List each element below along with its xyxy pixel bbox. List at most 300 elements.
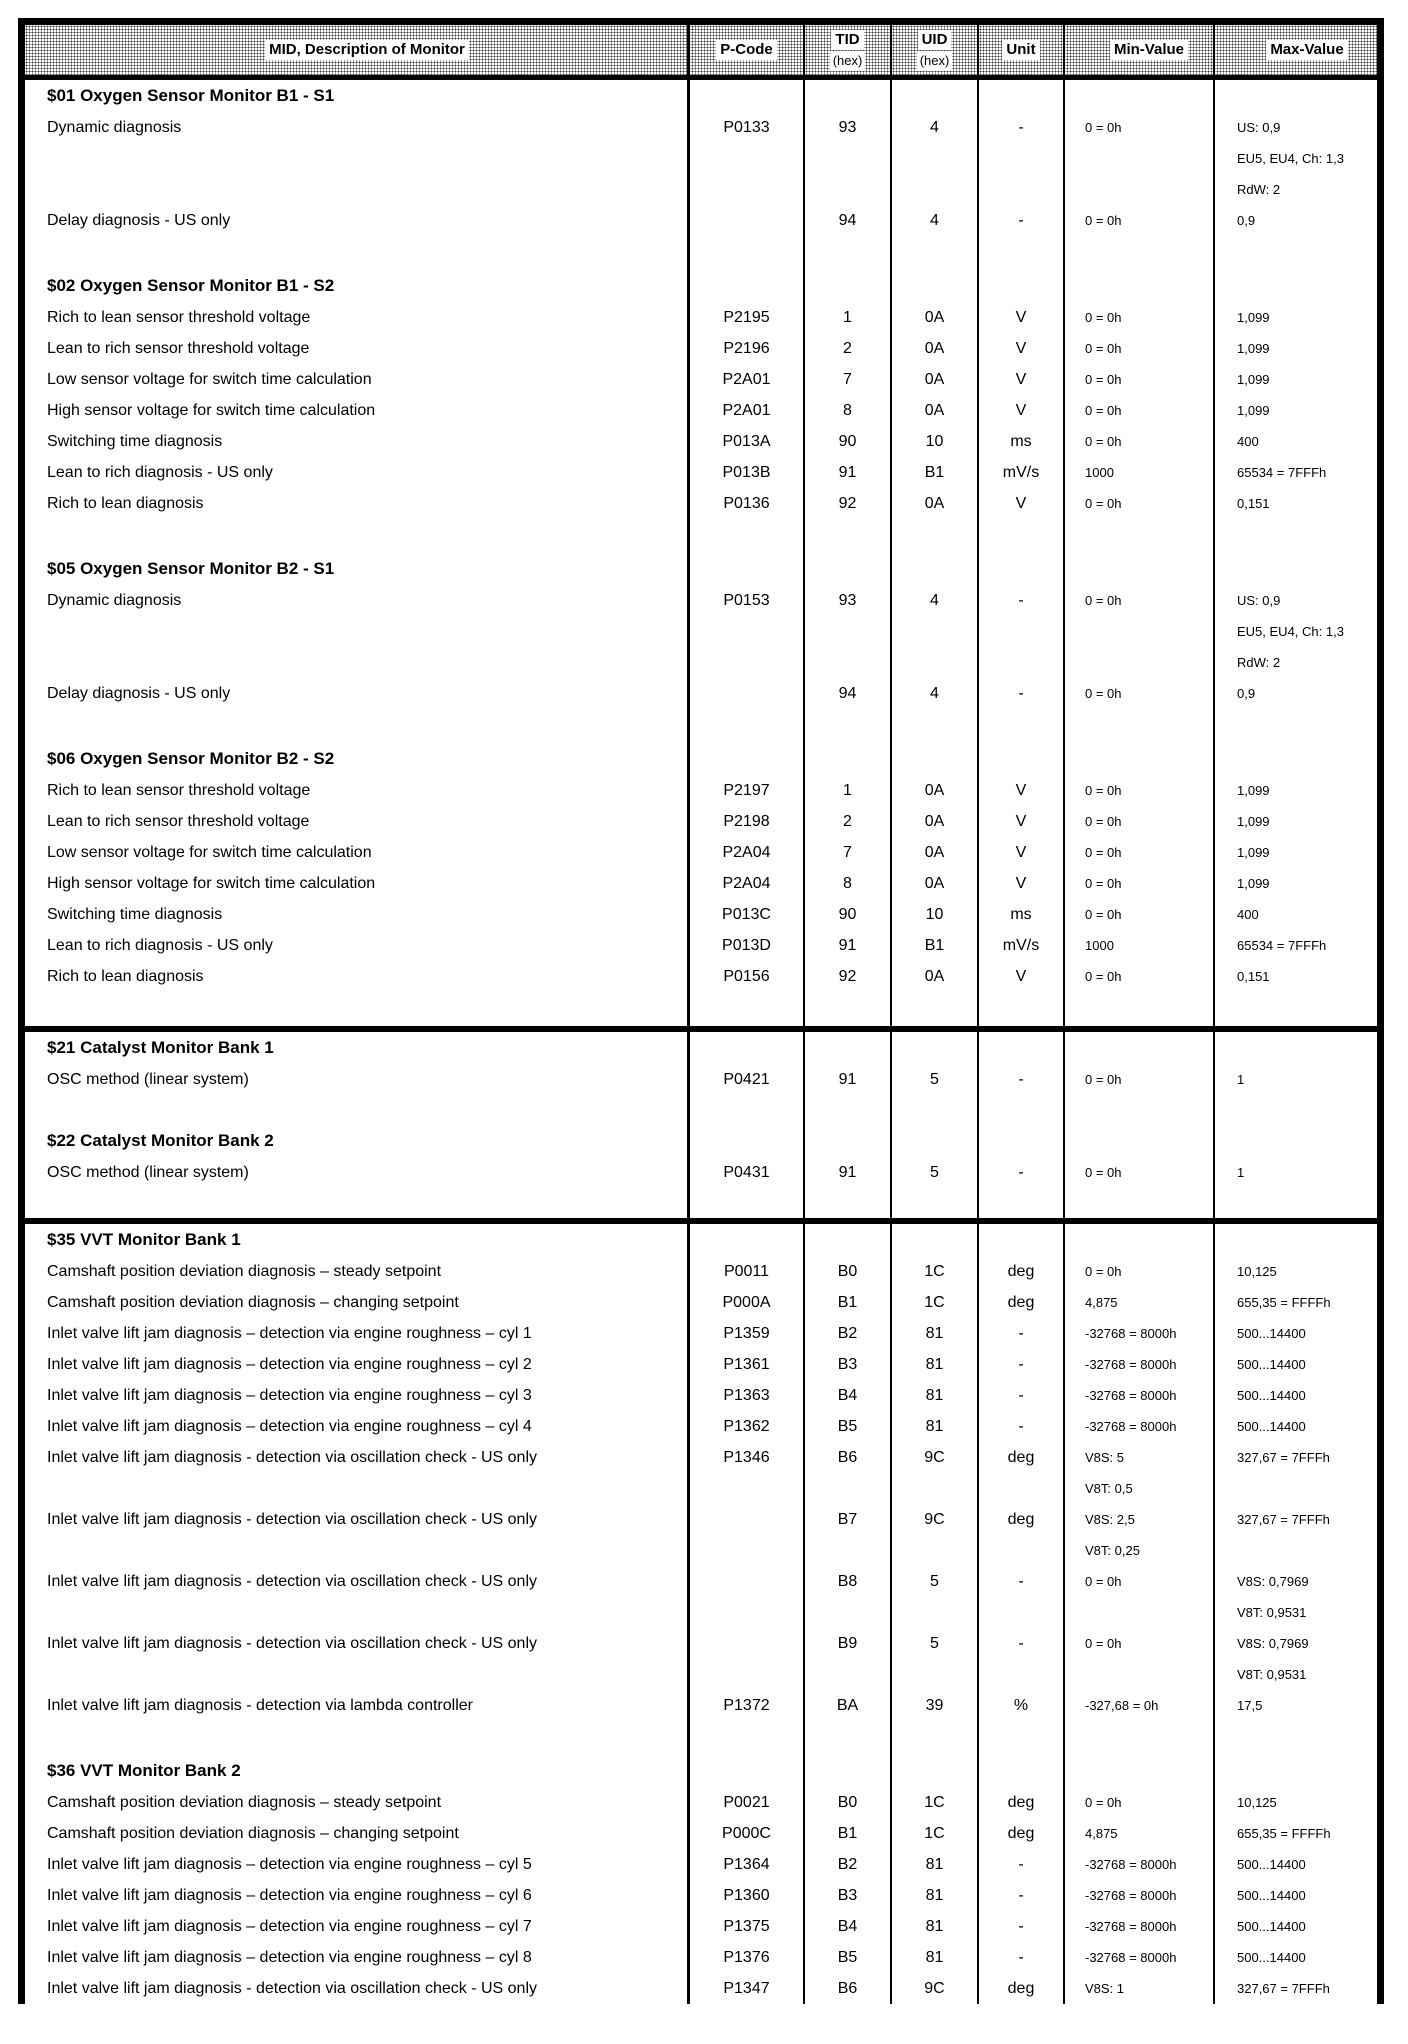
cell-description: High sensor voltage for switch time calculation xyxy=(25,395,690,426)
cell-uid xyxy=(892,992,979,1026)
cell-tid: B2 xyxy=(805,1849,892,1880)
cell-unit xyxy=(979,1224,1065,1256)
cell-description: $01 Oxygen Sensor Monitor B1 - S1 xyxy=(25,80,690,112)
cell-tid: B8 xyxy=(805,1566,892,1628)
cell-min-value xyxy=(1065,395,1215,426)
cell-min-value xyxy=(1065,585,1215,678)
max-value-line: 17,5 xyxy=(1237,1698,1263,1713)
column-header-uid-sub: (hex) xyxy=(917,51,953,71)
cell-pcode xyxy=(690,1188,805,1218)
cell-description: $06 Oxygen Sensor Monitor B2 - S2 xyxy=(25,743,690,775)
cell-pcode: P0011 xyxy=(690,1256,805,1287)
cell-min-value xyxy=(1065,1064,1215,1095)
cell-min-value xyxy=(1065,333,1215,364)
cell-max-value xyxy=(1215,837,1377,868)
cell-tid xyxy=(805,1125,892,1157)
min-value-line: 0 = 0h xyxy=(1085,310,1122,325)
cell-min-value xyxy=(1065,80,1215,112)
cell-description: $05 Oxygen Sensor Monitor B2 - S1 xyxy=(25,553,690,585)
table-row xyxy=(25,1973,1377,2004)
cell-unit: deg xyxy=(979,1973,1065,2004)
min-value-line: 1000 xyxy=(1085,465,1114,480)
min-value-line: V8T: 0,5 xyxy=(1085,1481,1133,1496)
cell-tid: B1 xyxy=(805,1287,892,1318)
cell-unit: - xyxy=(979,1566,1065,1628)
cell-unit: - xyxy=(979,205,1065,236)
cell-min-value xyxy=(1065,1504,1215,1566)
cell-uid: 4 xyxy=(892,112,979,205)
max-value-line: 1 xyxy=(1237,1072,1245,1087)
column-header-uid-label: UID xyxy=(918,30,952,50)
cell-min-value xyxy=(1065,488,1215,519)
table-row xyxy=(25,775,1377,806)
spacer-row xyxy=(25,992,1377,1026)
min-value-line: 0 = 0h xyxy=(1085,686,1122,701)
cell-unit: ms xyxy=(979,899,1065,930)
table-row xyxy=(25,112,1377,205)
cell-min-value xyxy=(1065,930,1215,961)
spacer-row xyxy=(25,709,1377,743)
cell-tid: B5 xyxy=(805,1411,892,1442)
min-value-line: 0 = 0h xyxy=(1085,1264,1122,1279)
cell-description: $02 Oxygen Sensor Monitor B1 - S2 xyxy=(25,270,690,302)
cell-tid xyxy=(805,1721,892,1755)
cell-unit xyxy=(979,80,1065,112)
max-value-line: V8S: 0,7969 xyxy=(1237,1574,1309,1589)
cell-max-value xyxy=(1215,1880,1377,1911)
cell-uid: 5 xyxy=(892,1566,979,1628)
table-row xyxy=(25,1849,1377,1880)
cell-tid: B0 xyxy=(805,1256,892,1287)
cell-max-value xyxy=(1215,1256,1377,1287)
table-row xyxy=(25,1628,1377,1690)
cell-unit: - xyxy=(979,1911,1065,1942)
cell-max-value xyxy=(1215,1566,1377,1628)
cell-pcode: P013D xyxy=(690,930,805,961)
min-value-line: 0 = 0h xyxy=(1085,969,1122,984)
cell-pcode: P1360 xyxy=(690,1880,805,1911)
min-value-line: -327,68 = 0h xyxy=(1085,1698,1159,1713)
cell-unit xyxy=(979,992,1065,1026)
cell-unit: - xyxy=(979,1942,1065,1973)
cell-tid: B4 xyxy=(805,1911,892,1942)
max-value-line: US: 0,9 xyxy=(1237,120,1281,135)
cell-tid: 91 xyxy=(805,930,892,961)
cell-tid: B4 xyxy=(805,1380,892,1411)
cell-tid: 90 xyxy=(805,899,892,930)
cell-description: Inlet valve lift jam diagnosis – detection via engine roughness – cyl 7 xyxy=(25,1911,690,1942)
cell-pcode: P2195 xyxy=(690,302,805,333)
cell-max-value xyxy=(1215,1755,1377,1787)
cell-tid: 93 xyxy=(805,585,892,678)
cell-tid: 7 xyxy=(805,364,892,395)
cell-pcode xyxy=(690,1755,805,1787)
column-header-description xyxy=(25,25,690,75)
cell-tid: B0 xyxy=(805,1787,892,1818)
cell-unit: V xyxy=(979,302,1065,333)
cell-description: Rich to lean diagnosis xyxy=(25,488,690,519)
cell-unit: - xyxy=(979,1157,1065,1188)
table-row xyxy=(25,1157,1377,1188)
cell-min-value xyxy=(1065,992,1215,1026)
cell-min-value xyxy=(1065,112,1215,205)
cell-max-value xyxy=(1215,1690,1377,1721)
cell-max-value xyxy=(1215,270,1377,302)
cell-uid: 81 xyxy=(892,1849,979,1880)
cell-uid: 81 xyxy=(892,1911,979,1942)
section-header-row xyxy=(25,80,1377,112)
cell-uid xyxy=(892,1755,979,1787)
cell-max-value xyxy=(1215,1818,1377,1849)
column-header-unit-label: Unit xyxy=(1002,40,1039,60)
column-header-tid xyxy=(805,25,892,75)
cell-unit xyxy=(979,1125,1065,1157)
max-value-line: 500...14400 xyxy=(1237,1857,1306,1872)
cell-min-value xyxy=(1065,1721,1215,1755)
min-value-line: -32768 = 8000h xyxy=(1085,1388,1177,1403)
max-value-line: 655,35 = FFFFh xyxy=(1237,1826,1331,1841)
cell-uid: 4 xyxy=(892,205,979,236)
table-row xyxy=(25,899,1377,930)
cell-description: Inlet valve lift jam diagnosis - detection via oscillation check - US only xyxy=(25,1442,690,1504)
table-row xyxy=(25,1566,1377,1628)
max-value-line: 1,099 xyxy=(1237,372,1270,387)
cell-description: Camshaft position deviation diagnosis – steady setpoint xyxy=(25,1256,690,1287)
cell-unit: V xyxy=(979,837,1065,868)
cell-tid: 91 xyxy=(805,457,892,488)
cell-description: Rich to lean sensor threshold voltage xyxy=(25,775,690,806)
cell-min-value xyxy=(1065,775,1215,806)
cell-uid: 81 xyxy=(892,1318,979,1349)
cell-description: Camshaft position deviation diagnosis – changing setpoint xyxy=(25,1818,690,1849)
cell-min-value xyxy=(1065,1628,1215,1690)
cell-uid: 81 xyxy=(892,1880,979,1911)
cell-pcode xyxy=(690,270,805,302)
min-value-line: -32768 = 8000h xyxy=(1085,1888,1177,1903)
cell-description: Switching time diagnosis xyxy=(25,426,690,457)
cell-pcode: P1346 xyxy=(690,1442,805,1504)
cell-pcode: P1362 xyxy=(690,1411,805,1442)
cell-max-value xyxy=(1215,678,1377,709)
cell-uid: 4 xyxy=(892,585,979,678)
cell-pcode xyxy=(690,80,805,112)
cell-unit: % xyxy=(979,1690,1065,1721)
cell-tid xyxy=(805,743,892,775)
section-header-row xyxy=(25,1755,1377,1787)
cell-pcode: P0431 xyxy=(690,1157,805,1188)
table-header-row xyxy=(25,25,1377,80)
cell-description: Lean to rich diagnosis - US only xyxy=(25,930,690,961)
table-row xyxy=(25,678,1377,709)
cell-unit: deg xyxy=(979,1287,1065,1318)
table-row xyxy=(25,488,1377,519)
cell-unit xyxy=(979,709,1065,743)
cell-unit: deg xyxy=(979,1442,1065,1504)
cell-min-value xyxy=(1065,302,1215,333)
max-value-line: 327,67 = 7FFFh xyxy=(1237,1981,1330,1996)
min-value-line: 0 = 0h xyxy=(1085,213,1122,228)
cell-unit xyxy=(979,743,1065,775)
cell-unit: - xyxy=(979,1411,1065,1442)
cell-description: Lean to rich sensor threshold voltage xyxy=(25,333,690,364)
cell-unit: V xyxy=(979,775,1065,806)
cell-description xyxy=(25,1095,690,1125)
max-value-line: 0,151 xyxy=(1237,496,1270,511)
min-value-line: 0 = 0h xyxy=(1085,1636,1122,1651)
cell-uid: 5 xyxy=(892,1064,979,1095)
cell-min-value xyxy=(1065,1942,1215,1973)
cell-tid xyxy=(805,1032,892,1064)
cell-unit: - xyxy=(979,1380,1065,1411)
cell-min-value xyxy=(1065,1973,1215,2004)
cell-min-value xyxy=(1065,899,1215,930)
section-header-row xyxy=(25,1032,1377,1064)
cell-pcode: P1375 xyxy=(690,1911,805,1942)
cell-description: Low sensor voltage for switch time calculation xyxy=(25,837,690,868)
cell-pcode: P2A04 xyxy=(690,837,805,868)
cell-uid: 9C xyxy=(892,1973,979,2004)
max-value-line: US: 0,9 xyxy=(1237,593,1281,608)
cell-min-value xyxy=(1065,1349,1215,1380)
min-value-line: -32768 = 8000h xyxy=(1085,1919,1177,1934)
cell-unit: - xyxy=(979,678,1065,709)
min-value-line: -32768 = 8000h xyxy=(1085,1950,1177,1965)
cell-unit: - xyxy=(979,1628,1065,1690)
cell-description: $36 VVT Monitor Bank 2 xyxy=(25,1755,690,1787)
max-value-line: 500...14400 xyxy=(1237,1419,1306,1434)
cell-max-value xyxy=(1215,457,1377,488)
cell-pcode: P1363 xyxy=(690,1380,805,1411)
cell-unit xyxy=(979,1032,1065,1064)
cell-tid: 93 xyxy=(805,112,892,205)
cell-max-value xyxy=(1215,1349,1377,1380)
cell-pcode xyxy=(690,205,805,236)
cell-unit: ms xyxy=(979,426,1065,457)
table-row xyxy=(25,333,1377,364)
table-row xyxy=(25,961,1377,992)
max-value-line: 500...14400 xyxy=(1237,1326,1306,1341)
cell-min-value xyxy=(1065,1157,1215,1188)
cell-description: $35 VVT Monitor Bank 1 xyxy=(25,1224,690,1256)
cell-description: Delay diagnosis - US only xyxy=(25,205,690,236)
table-row xyxy=(25,364,1377,395)
cell-unit xyxy=(979,1755,1065,1787)
table-row xyxy=(25,1287,1377,1318)
cell-pcode: P2198 xyxy=(690,806,805,837)
section-header-row xyxy=(25,553,1377,585)
cell-unit xyxy=(979,236,1065,270)
column-header-max-label: Max-Value xyxy=(1266,40,1347,60)
cell-tid xyxy=(805,1095,892,1125)
cell-description: Dynamic diagnosis xyxy=(25,585,690,678)
cell-uid xyxy=(892,1125,979,1157)
cell-unit xyxy=(979,1721,1065,1755)
cell-max-value xyxy=(1215,302,1377,333)
min-value-line: 0 = 0h xyxy=(1085,1795,1122,1810)
max-value-line: 0,151 xyxy=(1237,969,1270,984)
cell-max-value xyxy=(1215,992,1377,1026)
cell-min-value xyxy=(1065,205,1215,236)
cell-unit: deg xyxy=(979,1818,1065,1849)
min-value-line: -32768 = 8000h xyxy=(1085,1419,1177,1434)
cell-description: Lean to rich diagnosis - US only xyxy=(25,457,690,488)
cell-max-value xyxy=(1215,1318,1377,1349)
cell-tid: 90 xyxy=(805,426,892,457)
table-row xyxy=(25,1690,1377,1721)
min-value-line: 0 = 0h xyxy=(1085,593,1122,608)
cell-description: Camshaft position deviation diagnosis – changing setpoint xyxy=(25,1287,690,1318)
cell-uid: 81 xyxy=(892,1411,979,1442)
cell-tid: B1 xyxy=(805,1818,892,1849)
cell-pcode: P2A04 xyxy=(690,868,805,899)
column-header-tid-sub: (hex) xyxy=(830,51,866,71)
cell-min-value xyxy=(1065,806,1215,837)
table-body xyxy=(25,80,1377,2004)
cell-pcode: P2A01 xyxy=(690,395,805,426)
table-row xyxy=(25,395,1377,426)
cell-description: OSC method (linear system) xyxy=(25,1064,690,1095)
cell-description: Dynamic diagnosis xyxy=(25,112,690,205)
max-value-line: 1,099 xyxy=(1237,783,1270,798)
cell-min-value xyxy=(1065,236,1215,270)
cell-pcode xyxy=(690,1224,805,1256)
cell-unit: V xyxy=(979,364,1065,395)
cell-description: Rich to lean sensor threshold voltage xyxy=(25,302,690,333)
cell-pcode xyxy=(690,1504,805,1566)
column-header-min-value xyxy=(1065,25,1215,75)
cell-pcode xyxy=(690,1628,805,1690)
column-header-description-label: MID, Description of Monitor xyxy=(265,40,469,60)
max-value-line: V8S: 0,7969 xyxy=(1237,1636,1309,1651)
min-value-line: -32768 = 8000h xyxy=(1085,1857,1177,1872)
cell-pcode: P2197 xyxy=(690,775,805,806)
cell-unit: - xyxy=(979,1349,1065,1380)
table-row xyxy=(25,1818,1377,1849)
cell-unit xyxy=(979,1095,1065,1125)
cell-uid xyxy=(892,743,979,775)
cell-pcode xyxy=(690,743,805,775)
max-value-line: 0,9 xyxy=(1237,686,1256,701)
max-value-line: EU5, EU4, Ch: 1,3 xyxy=(1237,151,1344,166)
cell-uid xyxy=(892,1721,979,1755)
max-value-line: 1,099 xyxy=(1237,814,1270,829)
cell-description xyxy=(25,519,690,553)
table-row xyxy=(25,837,1377,868)
cell-description: Inlet valve lift jam diagnosis - detection via oscillation check - US only xyxy=(25,1628,690,1690)
cell-pcode: P0156 xyxy=(690,961,805,992)
cell-max-value xyxy=(1215,899,1377,930)
table-row xyxy=(25,930,1377,961)
cell-tid: B6 xyxy=(805,1442,892,1504)
cell-uid: 0A xyxy=(892,395,979,426)
cell-pcode: P1372 xyxy=(690,1690,805,1721)
table-row xyxy=(25,205,1377,236)
max-value-line: 65534 = 7FFFh xyxy=(1237,938,1327,953)
cell-pcode xyxy=(690,1566,805,1628)
cell-pcode: P0021 xyxy=(690,1787,805,1818)
spacer-row xyxy=(25,1721,1377,1755)
max-value-line: 500...14400 xyxy=(1237,1888,1306,1903)
cell-unit: V xyxy=(979,488,1065,519)
max-value-line: 327,67 = 7FFFh xyxy=(1237,1450,1330,1465)
cell-pcode xyxy=(690,519,805,553)
cell-max-value xyxy=(1215,1032,1377,1064)
max-value-line: 655,35 = FFFFh xyxy=(1237,1295,1331,1310)
cell-max-value xyxy=(1215,1911,1377,1942)
cell-max-value xyxy=(1215,1224,1377,1256)
cell-uid: 0A xyxy=(892,302,979,333)
max-value-line: 400 xyxy=(1237,907,1259,922)
cell-description: Delay diagnosis - US only xyxy=(25,678,690,709)
spacer-row xyxy=(25,1188,1377,1218)
max-value-line: 1,099 xyxy=(1237,403,1270,418)
cell-pcode: P000A xyxy=(690,1287,805,1318)
cell-max-value xyxy=(1215,1628,1377,1690)
cell-min-value xyxy=(1065,678,1215,709)
cell-min-value xyxy=(1065,743,1215,775)
table-row xyxy=(25,1942,1377,1973)
cell-max-value xyxy=(1215,1973,1377,2004)
monitor-table xyxy=(18,18,1384,2004)
cell-uid: 0A xyxy=(892,775,979,806)
cell-pcode: P013A xyxy=(690,426,805,457)
cell-uid: 81 xyxy=(892,1349,979,1380)
cell-unit: V xyxy=(979,961,1065,992)
cell-min-value xyxy=(1065,961,1215,992)
table-row xyxy=(25,457,1377,488)
min-value-line: 4,875 xyxy=(1085,1295,1118,1310)
cell-max-value xyxy=(1215,1064,1377,1095)
cell-description xyxy=(25,1721,690,1755)
cell-description: Lean to rich sensor threshold voltage xyxy=(25,806,690,837)
cell-min-value xyxy=(1065,1318,1215,1349)
column-header-uid xyxy=(892,25,979,75)
cell-max-value xyxy=(1215,1125,1377,1157)
max-value-line: 400 xyxy=(1237,434,1259,449)
max-value-line: V8T: 0,9531 xyxy=(1237,1605,1307,1620)
cell-min-value xyxy=(1065,426,1215,457)
min-value-line: 0 = 0h xyxy=(1085,814,1122,829)
max-value-line: 500...14400 xyxy=(1237,1919,1306,1934)
cell-tid: 94 xyxy=(805,205,892,236)
max-value-line: V8T: 0,9531 xyxy=(1237,1667,1307,1682)
section-header-row xyxy=(25,270,1377,302)
cell-pcode xyxy=(690,553,805,585)
cell-min-value xyxy=(1065,1818,1215,1849)
cell-unit: - xyxy=(979,112,1065,205)
cell-max-value xyxy=(1215,775,1377,806)
cell-pcode: P2A01 xyxy=(690,364,805,395)
cell-max-value xyxy=(1215,961,1377,992)
cell-max-value xyxy=(1215,709,1377,743)
cell-tid: 7 xyxy=(805,837,892,868)
cell-max-value xyxy=(1215,1849,1377,1880)
cell-uid: 81 xyxy=(892,1942,979,1973)
cell-description: Switching time diagnosis xyxy=(25,899,690,930)
cell-uid: 0A xyxy=(892,364,979,395)
cell-description: Inlet valve lift jam diagnosis – detection via engine roughness – cyl 1 xyxy=(25,1318,690,1349)
min-value-line: V8S: 5 xyxy=(1085,1450,1125,1465)
cell-description: OSC method (linear system) xyxy=(25,1157,690,1188)
cell-unit: - xyxy=(979,1064,1065,1095)
cell-pcode: P0153 xyxy=(690,585,805,678)
max-value-line: 10,125 xyxy=(1237,1264,1277,1279)
cell-unit: - xyxy=(979,1849,1065,1880)
cell-tid: 2 xyxy=(805,333,892,364)
cell-tid: B2 xyxy=(805,1318,892,1349)
min-value-line: 0 = 0h xyxy=(1085,1574,1122,1589)
cell-tid xyxy=(805,236,892,270)
